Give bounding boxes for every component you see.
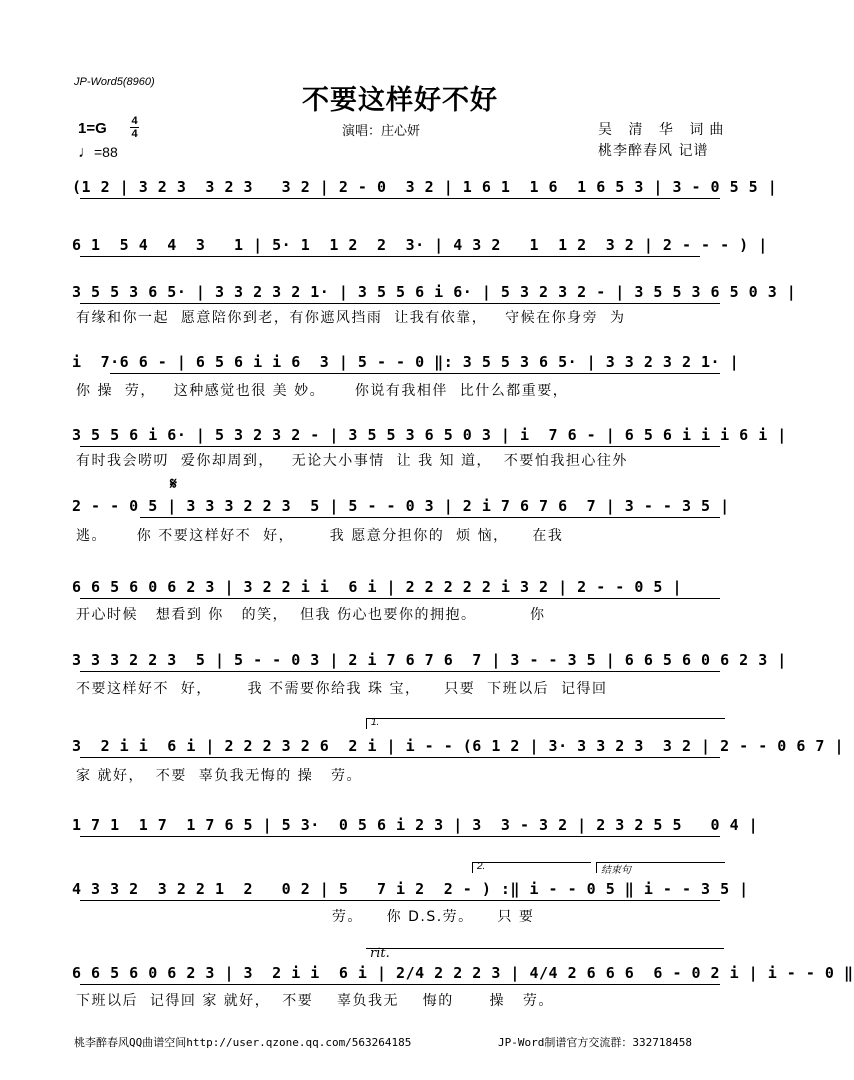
beam-line	[80, 256, 700, 257]
lyrics-line-11: 劳。 你 D.S.劳。 只 要	[76, 909, 535, 925]
beam-line	[80, 984, 720, 985]
notation-line-4: i 7·6 6 - | 6 5 6 i i 6 3 | 5 - - 0 ‖: 3 5 5 3 6 5· | 3 3 2 3 2 1· |	[72, 353, 740, 371]
time-signature	[130, 116, 139, 139]
lyrics-line-7: 开心时候 想看到 你 的笑， 但我 伤心也要你的拥抱。 你	[76, 607, 546, 623]
key-signature: 1=G	[78, 120, 107, 137]
notation-line-7: 6 6 5 6 0 6 2 3 | 3 2 2 i i 6 i | 2 2 2 2 2 i 3 2 | 2 - - 0 5 |	[72, 578, 682, 596]
beam-line	[80, 598, 720, 599]
beam-line	[80, 757, 720, 758]
beam-line	[80, 836, 720, 837]
lyrics-line-12: 下班以后 记得回 家 就好， 不要 辜负我无 悔的 操 劳。	[76, 993, 554, 1009]
ending-label: 结束句	[601, 865, 631, 876]
beam-line	[110, 373, 720, 374]
lyrics-line-6: 逃。 你 不要这样好不 好， 我 愿意分担你的 烦 恼， 在我	[76, 528, 564, 544]
software-label: JP-Word5(8960)	[74, 76, 155, 88]
notation-line-1: (1 2 | 3 2 3 3 2 3 3 2 | 2 - 0 3 2 | 1 6 1 1 6 1 6 5 3 | 3 - 0 5 5 |	[72, 178, 778, 196]
tempo-marking	[78, 144, 118, 162]
quarter-note-icon: ♩	[78, 144, 94, 161]
notation-line-10: 1 7 1 1 7 1 7 6 5 | 5 3· 0 5 6 i 2 3 | 3 3 - 3 2 | 2 3 2 5 5 0 4 |	[72, 816, 759, 834]
beam-line	[80, 900, 720, 901]
lyrics-line-8: 不要这样好不 好， 我 不需要你给我 珠 宝， 只要 下班以后 记得回	[76, 681, 608, 697]
footer-group: JP-Word制谱官方交流群：332718458	[498, 1036, 692, 1049]
ritardando-mark: rit.	[370, 946, 390, 961]
volta-bracket-2	[472, 862, 591, 873]
notation-line-6: 2 - - 0 5 | 3 3 3 2 2 3 5 | 5 - - 0 3 | 2 i 7 6 7 6 7 | 3 - - 3 5 |	[72, 497, 730, 515]
ending-bracket	[596, 862, 725, 876]
footer-website: 桃李醉春风QQ曲谱空间http://user.qzone.qq.com/563264185	[74, 1036, 412, 1049]
ritardando-line	[366, 948, 724, 959]
volta-2-label: 2.	[477, 861, 486, 872]
notation-line-8: 3 3 3 2 2 3 5 | 5 - - 0 3 | 2 i 7 6 7 6 7 | 3 - - 3 5 | 6 6 5 6 0 6 2 3 |	[72, 651, 787, 669]
beam-line	[140, 517, 720, 518]
volta-bracket-1	[366, 718, 725, 729]
time-signature-top: 4	[131, 115, 138, 127]
composer-credit: 吴 清 华 词曲	[598, 122, 730, 138]
notation-line-11: 4 3 3 2 3 2 2 1 2 0 2 | 5 7 i 2 2 - ) :‖ i - - 0 5 ‖ i - - 3 5 |	[72, 880, 749, 898]
tempo-value: =88	[94, 144, 118, 160]
volta-1-label: 1.	[371, 717, 380, 728]
beam-line	[80, 303, 720, 304]
notation-line-12: 6 6 5 6 0 6 2 3 | 3 2 i i 6 i | 2/4 2 2 2 3 | 4/4 2 6 6 6 6 - 0 2 i | i - - 0 ‖	[72, 964, 854, 982]
time-signature-bottom: 4	[131, 128, 138, 140]
notation-line-9: 3 2 i i 6 i | 2 2 2 3 2 6 2 i | i - - (6 1 2 | 3· 3 3 2 3 3 2 | 2 - - 0 6 7 |	[72, 737, 844, 755]
singer-credit: 演唱：庄心妍	[342, 124, 421, 139]
notation-line-3: 3 5 5 3 6 5· | 3 3 2 3 2 1· | 3 5 5 6 i 6· | 5 3 2 3 2 - | 3 5 5 3 6 5 0 3 |	[72, 283, 797, 301]
beam-line	[80, 671, 720, 672]
transcriber-credit: 桃李醉春风 记谱	[598, 143, 709, 159]
segno-sign: 𝄋	[170, 474, 177, 493]
lyrics-line-4: 你 操 劳， 这种感觉也很 美 妙。 你说有我相伴 比什么都重要，	[76, 383, 569, 399]
notation-line-5: 3 5 5 6 i 6· | 5 3 2 3 2 - | 3 5 5 3 6 5 0 3 | i 7 6 - | 6 5 6 i i i 6 i |	[72, 426, 787, 444]
lyrics-line-9: 家 就好， 不要 辜负我无悔的 操 劳。	[76, 768, 363, 784]
notation-line-2: 6 1 5 4 4 3 1 | 5· 1 1 2 2 3· | 4 3 2 1 1 2 3 2 | 2 - - - ) |	[72, 236, 768, 254]
beam-line	[80, 198, 720, 199]
lyrics-line-3: 有缘和你一起 愿意陪你到老，有你遮风挡雨 让我有依靠， 守候在你身旁 为	[76, 310, 626, 326]
song-title: 不要这样好不好	[302, 85, 498, 116]
beam-line	[80, 446, 720, 447]
lyrics-line-5: 有时我会唠叨 爱你却周到， 无论大小事情 让 我 知 道， 不要怕我担心往外	[76, 453, 628, 469]
